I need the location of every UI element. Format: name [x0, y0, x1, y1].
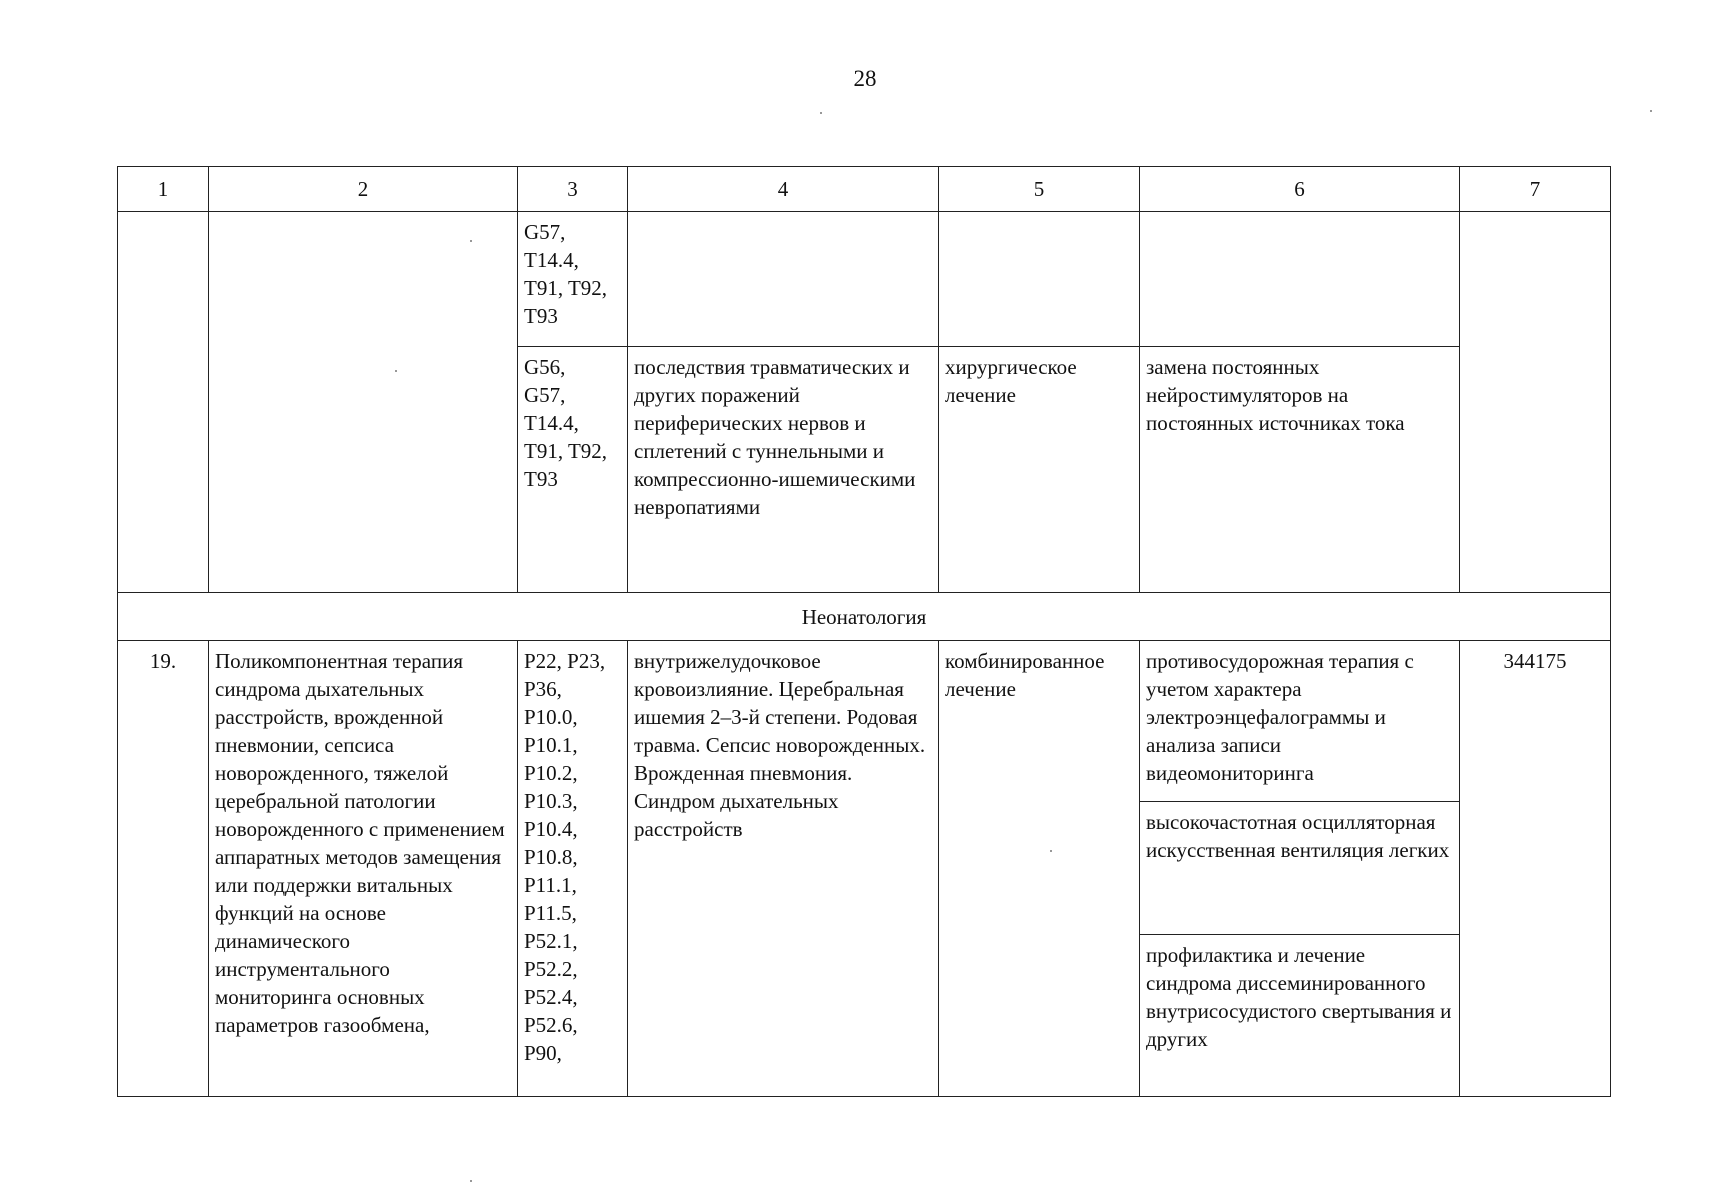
column-number-row [118, 167, 1611, 212]
method-cell: профилактика и лечение синдрома диссеминированного внутрисосудистого свертывания и других [1140, 935, 1460, 1097]
method-cell: высокочастотная осцилляторная искусственная вентиляция легких [1140, 802, 1460, 935]
scan-speck [820, 112, 822, 114]
column-number: 7 [1460, 167, 1611, 212]
column-number: 2 [209, 167, 518, 212]
treatment-type-cell: хирургическое лечение [939, 347, 1140, 593]
icd-codes-cell: G56, G57, T14.4, T91, T92, T93 [518, 347, 628, 593]
entry-name: Поликомпонентная терапия синдрома дыхательных расстройств, врожденной пневмонии, сепсиса новорожденного, тяжелой церебральной патологии новорожденного с применением аппаратных методов замещения или поддержки витальных функций на основе динамического инструментального мониторинга основных параметров газообмена, [209, 641, 518, 1097]
column-number: 5 [939, 167, 1140, 212]
method-cell: противосудорожная терапия с учетом характера электроэнцефалограммы и анализа записи видеомониторинга [1140, 641, 1460, 802]
condition-cell [628, 212, 939, 347]
section-title: Неонатология [118, 593, 1611, 641]
entry-number: 19. [118, 641, 209, 1097]
method-cell: замена постоянных нейростимуляторов на постоянных источниках тока [1140, 347, 1460, 593]
column-number: 4 [628, 167, 939, 212]
icd-codes-cell: G57, T14.4, T91, T92, T93 [518, 212, 628, 347]
cost-cell [1460, 212, 1611, 593]
scan-speck [1650, 110, 1652, 112]
condition-cell: последствия травматических и других поражений периферических нервов и сплетений с туннельными и компрессионно-ишемическими невропатиями [628, 347, 939, 593]
treatment-type-cell: комбинированное лечение [939, 641, 1140, 1097]
treatment-type-cell [939, 212, 1140, 347]
table-row [118, 641, 1611, 802]
scan-speck [1050, 850, 1052, 852]
column-number: 3 [518, 167, 628, 212]
condition-cell: внутрижелудочковое кровоизлияние. Церебральная ишемия 2–3-й степени. Родовая травма. Сепсис новорожденных. Врожденная пневмония. Синдром дыхательных расстройств [628, 641, 939, 1097]
entry-number-cell [118, 212, 209, 593]
scan-speck [470, 1180, 472, 1182]
column-number: 1 [118, 167, 209, 212]
entry-name-cell [209, 212, 518, 593]
icd-codes-cell: P22, P23, P36, P10.0, P10.1, P10.2, P10.3, P10.4, P10.8, P11.1, P11.5, P52.1, P52.2, P52.4, P52.6, P90, [518, 641, 628, 1097]
scan-speck [395, 370, 397, 372]
section-row [118, 593, 1611, 641]
medical-care-table [117, 166, 1611, 1097]
scan-speck [470, 240, 472, 242]
column-number: 6 [1140, 167, 1460, 212]
page-number: 28 [853, 66, 877, 91]
table-row [118, 212, 1611, 347]
method-cell [1140, 212, 1460, 347]
cost-cell: 344175 [1460, 641, 1611, 1097]
